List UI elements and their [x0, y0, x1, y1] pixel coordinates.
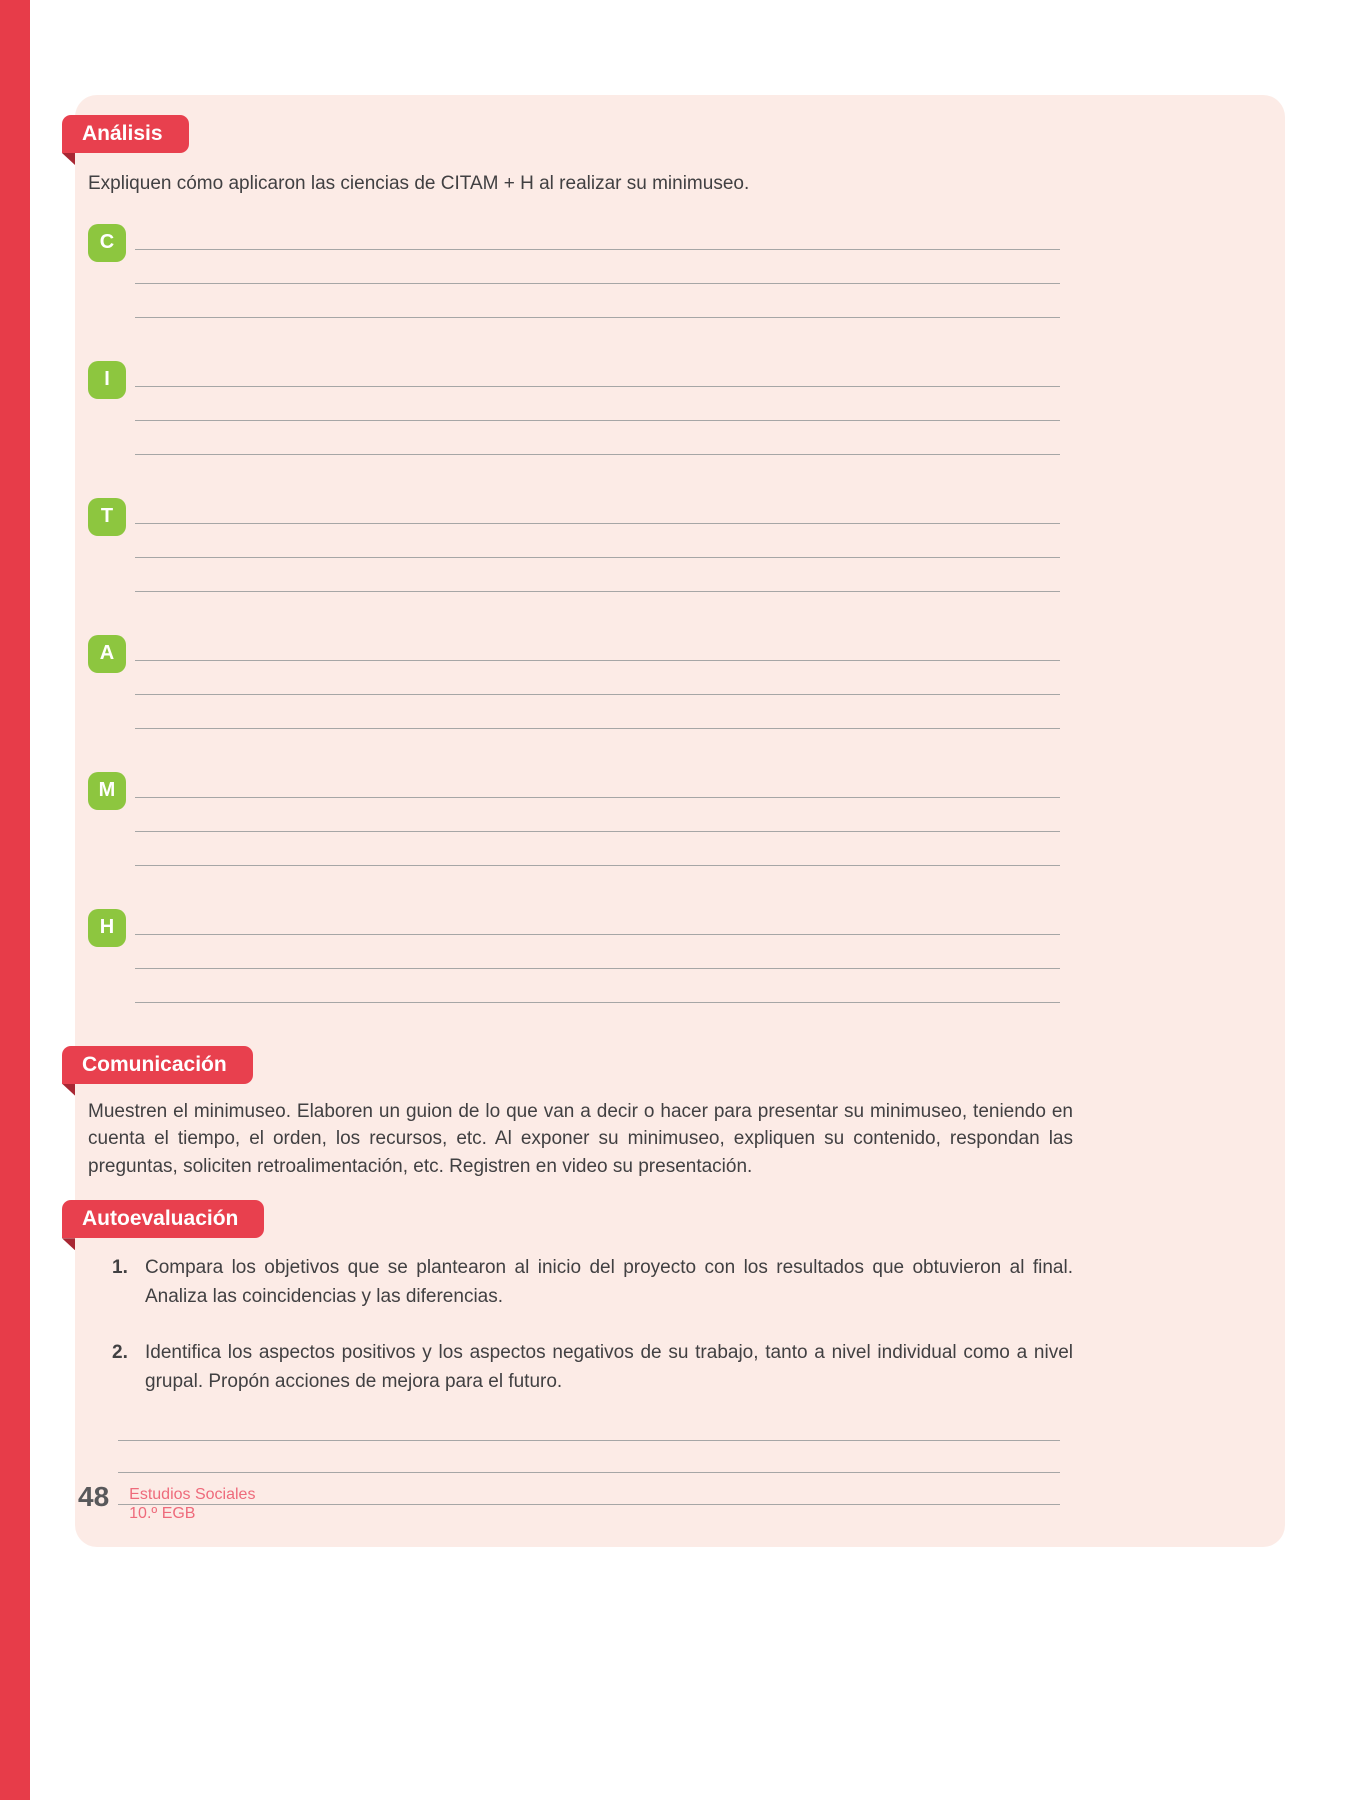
section-title-comunicacion: Comunicación — [82, 1052, 227, 1076]
citam-group-a — [88, 635, 1073, 729]
writing-line — [135, 284, 1060, 318]
writing-line — [135, 909, 1060, 935]
writing-line — [135, 421, 1060, 455]
item-text: Compara los objetivos que se plantearon al inicio del proyecto con los resultados que obtuvieron al final. Analiza las coincidencias y las diferencias. — [145, 1257, 1073, 1307]
writing-line — [135, 661, 1060, 695]
book-grade: 10.º EGB — [129, 1505, 196, 1523]
section-title-analisis: Análisis — [82, 122, 163, 145]
item-number: 1. — [112, 1257, 128, 1279]
letter-badge-a: A — [88, 635, 126, 673]
item-number: 2. — [112, 1342, 128, 1364]
autoeval-item-2 — [112, 1339, 1073, 1396]
letter-badge-c: C — [88, 224, 126, 262]
autoeval-writing-area — [118, 1416, 1060, 1505]
page-number: 48 — [78, 1481, 110, 1512]
letter-badge-i: I — [88, 361, 126, 399]
writing-line — [118, 1441, 1060, 1473]
writing-line — [135, 250, 1060, 284]
citam-group-i — [88, 361, 1073, 455]
writing-area-t — [135, 498, 1060, 592]
writing-line — [135, 935, 1060, 969]
writing-line — [135, 635, 1060, 661]
writing-line — [135, 498, 1060, 524]
letter-badge-m: M — [88, 772, 126, 810]
writing-line — [118, 1473, 1060, 1505]
writing-area-m — [135, 772, 1060, 866]
section-ribbon-analisis — [62, 115, 189, 153]
comunicacion-instructions: Muestren el minimuseo. Elaboren un guion de lo que van a decir o hacer para presentar su minimuseo, teniendo en cuenta el tiempo, el orden, los recursos, etc. Al exponer su minimuseo, expliquen su contenido, respondan las preguntas, soliciten retroalimentación, etc. Registren en video su presentación. — [88, 1100, 1073, 1177]
page-footer — [78, 1483, 255, 1523]
comunicacion-header-row — [82, 1046, 1073, 1084]
citam-group-t — [88, 498, 1073, 592]
section-ribbon-comunicacion — [62, 1046, 253, 1084]
analisis-header-row — [82, 115, 1073, 153]
writing-line — [135, 524, 1060, 558]
autoevaluacion-header-row — [82, 1200, 1073, 1238]
writing-line — [135, 558, 1060, 592]
section-ribbon-autoevaluacion — [62, 1200, 264, 1238]
book-info — [129, 1483, 255, 1523]
writing-line — [135, 772, 1060, 798]
section-title-autoevaluacion: Autoevaluación — [82, 1207, 239, 1231]
writing-area-c — [135, 224, 1060, 318]
writing-line — [118, 1416, 1060, 1441]
citam-group-m — [88, 772, 1073, 866]
letter-badge-t: T — [88, 498, 126, 536]
writing-area-a — [135, 635, 1060, 729]
writing-line — [135, 969, 1060, 1003]
item-text: Identifica los aspectos positivos y los aspectos negativos de su trabajo, tanto a nivel individual como a nivel grupal. Propón acciones de mejora para el futuro. — [145, 1342, 1073, 1392]
citam-group-c — [88, 224, 1073, 318]
autoeval-item-1 — [112, 1254, 1073, 1311]
writing-line — [135, 387, 1060, 421]
writing-line — [135, 695, 1060, 729]
writing-line — [135, 361, 1060, 387]
letter-badge-h: H — [88, 909, 126, 947]
citam-group-h — [88, 909, 1073, 1003]
page-edge-bar — [0, 0, 30, 1800]
analisis-instructions: Expliquen cómo aplicaron las ciencias de CITAM + H al realizar su minimuseo. — [88, 173, 750, 194]
writing-line — [135, 832, 1060, 866]
writing-area-h — [135, 909, 1060, 1003]
activity-panel — [75, 95, 1285, 1547]
writing-area-i — [135, 361, 1060, 455]
book-subject: Estudios Sociales — [129, 1486, 256, 1503]
writing-line — [135, 798, 1060, 832]
writing-line — [135, 224, 1060, 250]
